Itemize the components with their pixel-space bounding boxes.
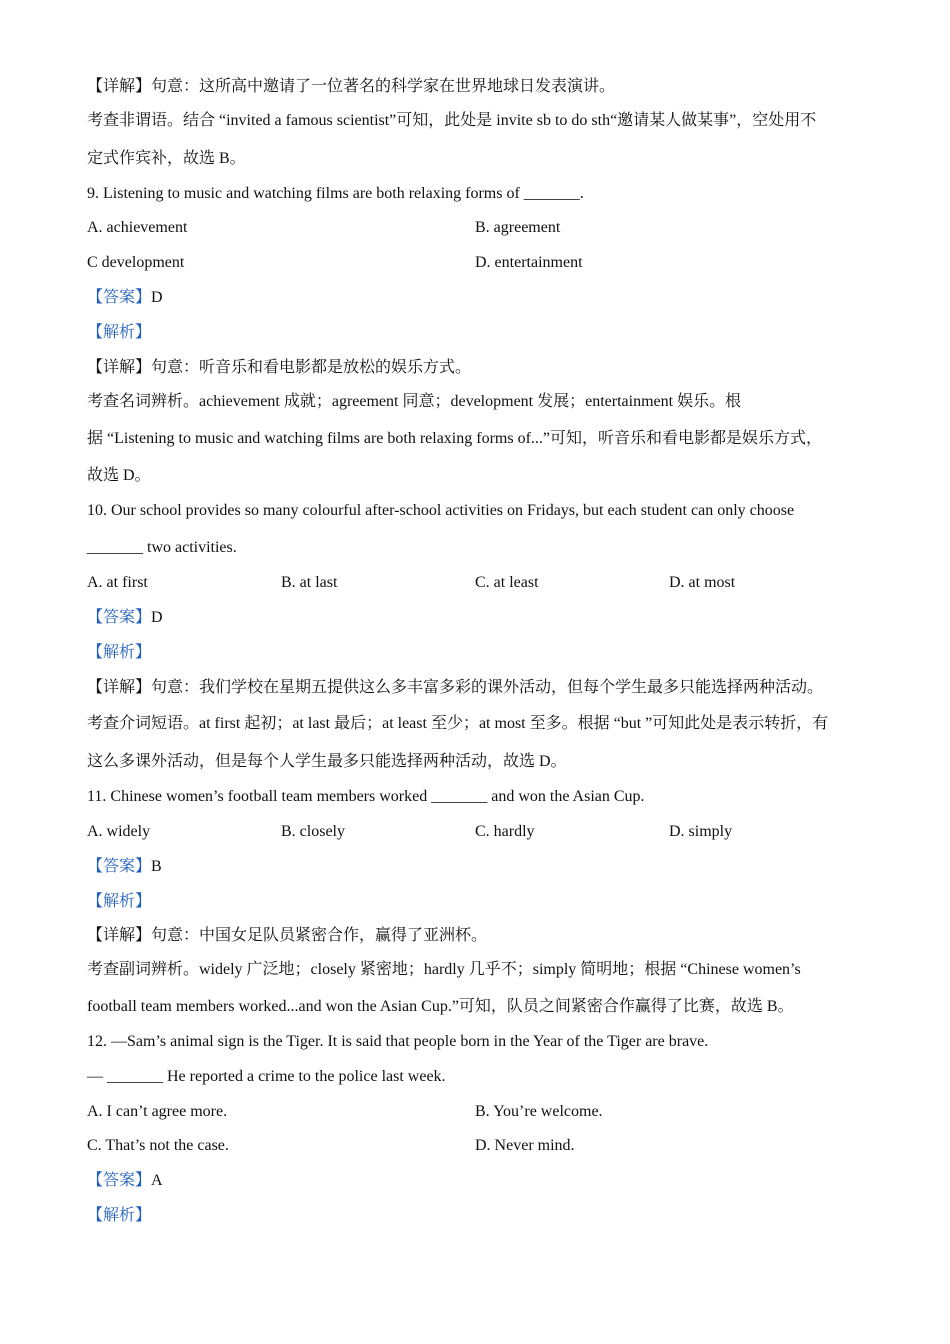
q10-analysis-tag: 【解析】 (87, 644, 152, 661)
answer-value: A (151, 1172, 163, 1189)
q8-detail: 【详解】句意：这所高中邀请了一位著名的科学家在世界地球日发表演讲。 (87, 78, 616, 95)
q9-explanation-line-1: 考查名词辨析。achievement 成就；agreement 同意；development 发展；entertainment 娱乐。根 (87, 393, 742, 410)
answer-value: D (151, 609, 163, 626)
q9-answer (87, 288, 163, 308)
q10-question-line-1: 10. Our school provides so many colourful after-school activities on Fridays, but each student can only choose (87, 502, 795, 519)
q10-option-b: B. at last (281, 574, 338, 591)
q11-explanation-line-2: football team members worked...and won the Asian Cup.”可知，队员之间紧密合作赢得了比赛，故选 B。 (87, 998, 794, 1015)
q10-option-c: C. at least (475, 574, 539, 591)
q11-explanation-line-1: 考查副词辨析。widely 广泛地；closely 紧密地；hardly 几乎不；simply 简明地；根据 “Chinese women’s (87, 961, 801, 978)
q11-question: 11. Chinese women’s football team members worked _______ and won the Asian Cup. (87, 788, 645, 805)
q9-option-c: C development (87, 254, 185, 271)
q9-explanation-line-3: 故选 D。 (87, 467, 151, 484)
q12-option-a: A. I can’t agree more. (87, 1103, 228, 1120)
q8-explanation-line-1: 考查非谓语。结合 “invited a famous scientist”可知，此处是 invite sb to do sth“邀请某人做某事”，空处用不 (87, 112, 817, 129)
answer-value: B (151, 858, 162, 875)
q12-analysis-tag: 【解析】 (87, 1207, 152, 1224)
answer-value: D (151, 289, 163, 306)
q12-question-line-1: 12. —Sam’s animal sign is the Tiger. It is said that people born in the Year of the Tiger are brave. (87, 1033, 709, 1050)
q11-answer (87, 857, 162, 877)
q10-detail: 【详解】句意：我们学校在星期五提供这么多丰富多彩的课外活动，但每个学生最多只能选择两种活动。 (87, 679, 824, 696)
q10-explanation-line-1: 考查介词短语。at first 起初；at last 最后；at least 至少；at most 至多。根据 “but ”可知此处是表示转折，有 (87, 715, 829, 732)
q9-option-d: D. entertainment (475, 254, 583, 271)
q11-option-d: D. simply (669, 823, 733, 840)
q12-option-d: D. Never mind. (475, 1137, 575, 1154)
q12-option-b: B. You’re welcome. (475, 1103, 603, 1120)
q10-explanation-line-2: 这么多课外活动，但是每个人学生最多只能选择两种活动，故选 D。 (87, 753, 567, 770)
q9-analysis-tag: 【解析】 (87, 324, 152, 341)
q9-detail: 【详解】句意：听音乐和看电影都是放松的娱乐方式。 (87, 359, 472, 376)
q10-option-d: D. at most (669, 574, 736, 591)
q11-detail: 【详解】句意：中国女足队员紧密合作，赢得了亚洲杯。 (87, 927, 488, 944)
q12-answer (87, 1171, 163, 1191)
q11-option-b: B. closely (281, 823, 345, 840)
answer-tag: 【答案】 (87, 609, 152, 626)
q8-explanation-line-2: 定式作宾补，故选 B。 (87, 150, 246, 167)
answer-tag: 【答案】 (87, 289, 152, 306)
answer-tag: 【答案】 (87, 858, 152, 875)
q11-option-a: A. widely (87, 823, 151, 840)
q9-question: 9. Listening to music and watching films are both relaxing forms of _______. (87, 185, 584, 202)
q12-option-c: C. That’s not the case. (87, 1137, 229, 1154)
q9-explanation-line-2: 据 “Listening to music and watching films are both relaxing forms of...”可知，听音乐和看电影都是娱乐方式， (87, 430, 823, 447)
q10-question-line-2: _______ two activities. (87, 539, 237, 556)
answer-tag: 【答案】 (87, 1172, 152, 1189)
q10-option-a: A. at first (87, 574, 148, 591)
q11-option-c: C. hardly (475, 823, 535, 840)
q9-option-a: A. achievement (87, 219, 188, 236)
q9-option-b: B. agreement (475, 219, 561, 236)
q12-question-line-2: — _______ He reported a crime to the police last week. (87, 1068, 446, 1085)
q11-analysis-tag: 【解析】 (87, 893, 152, 910)
q10-answer (87, 608, 163, 628)
